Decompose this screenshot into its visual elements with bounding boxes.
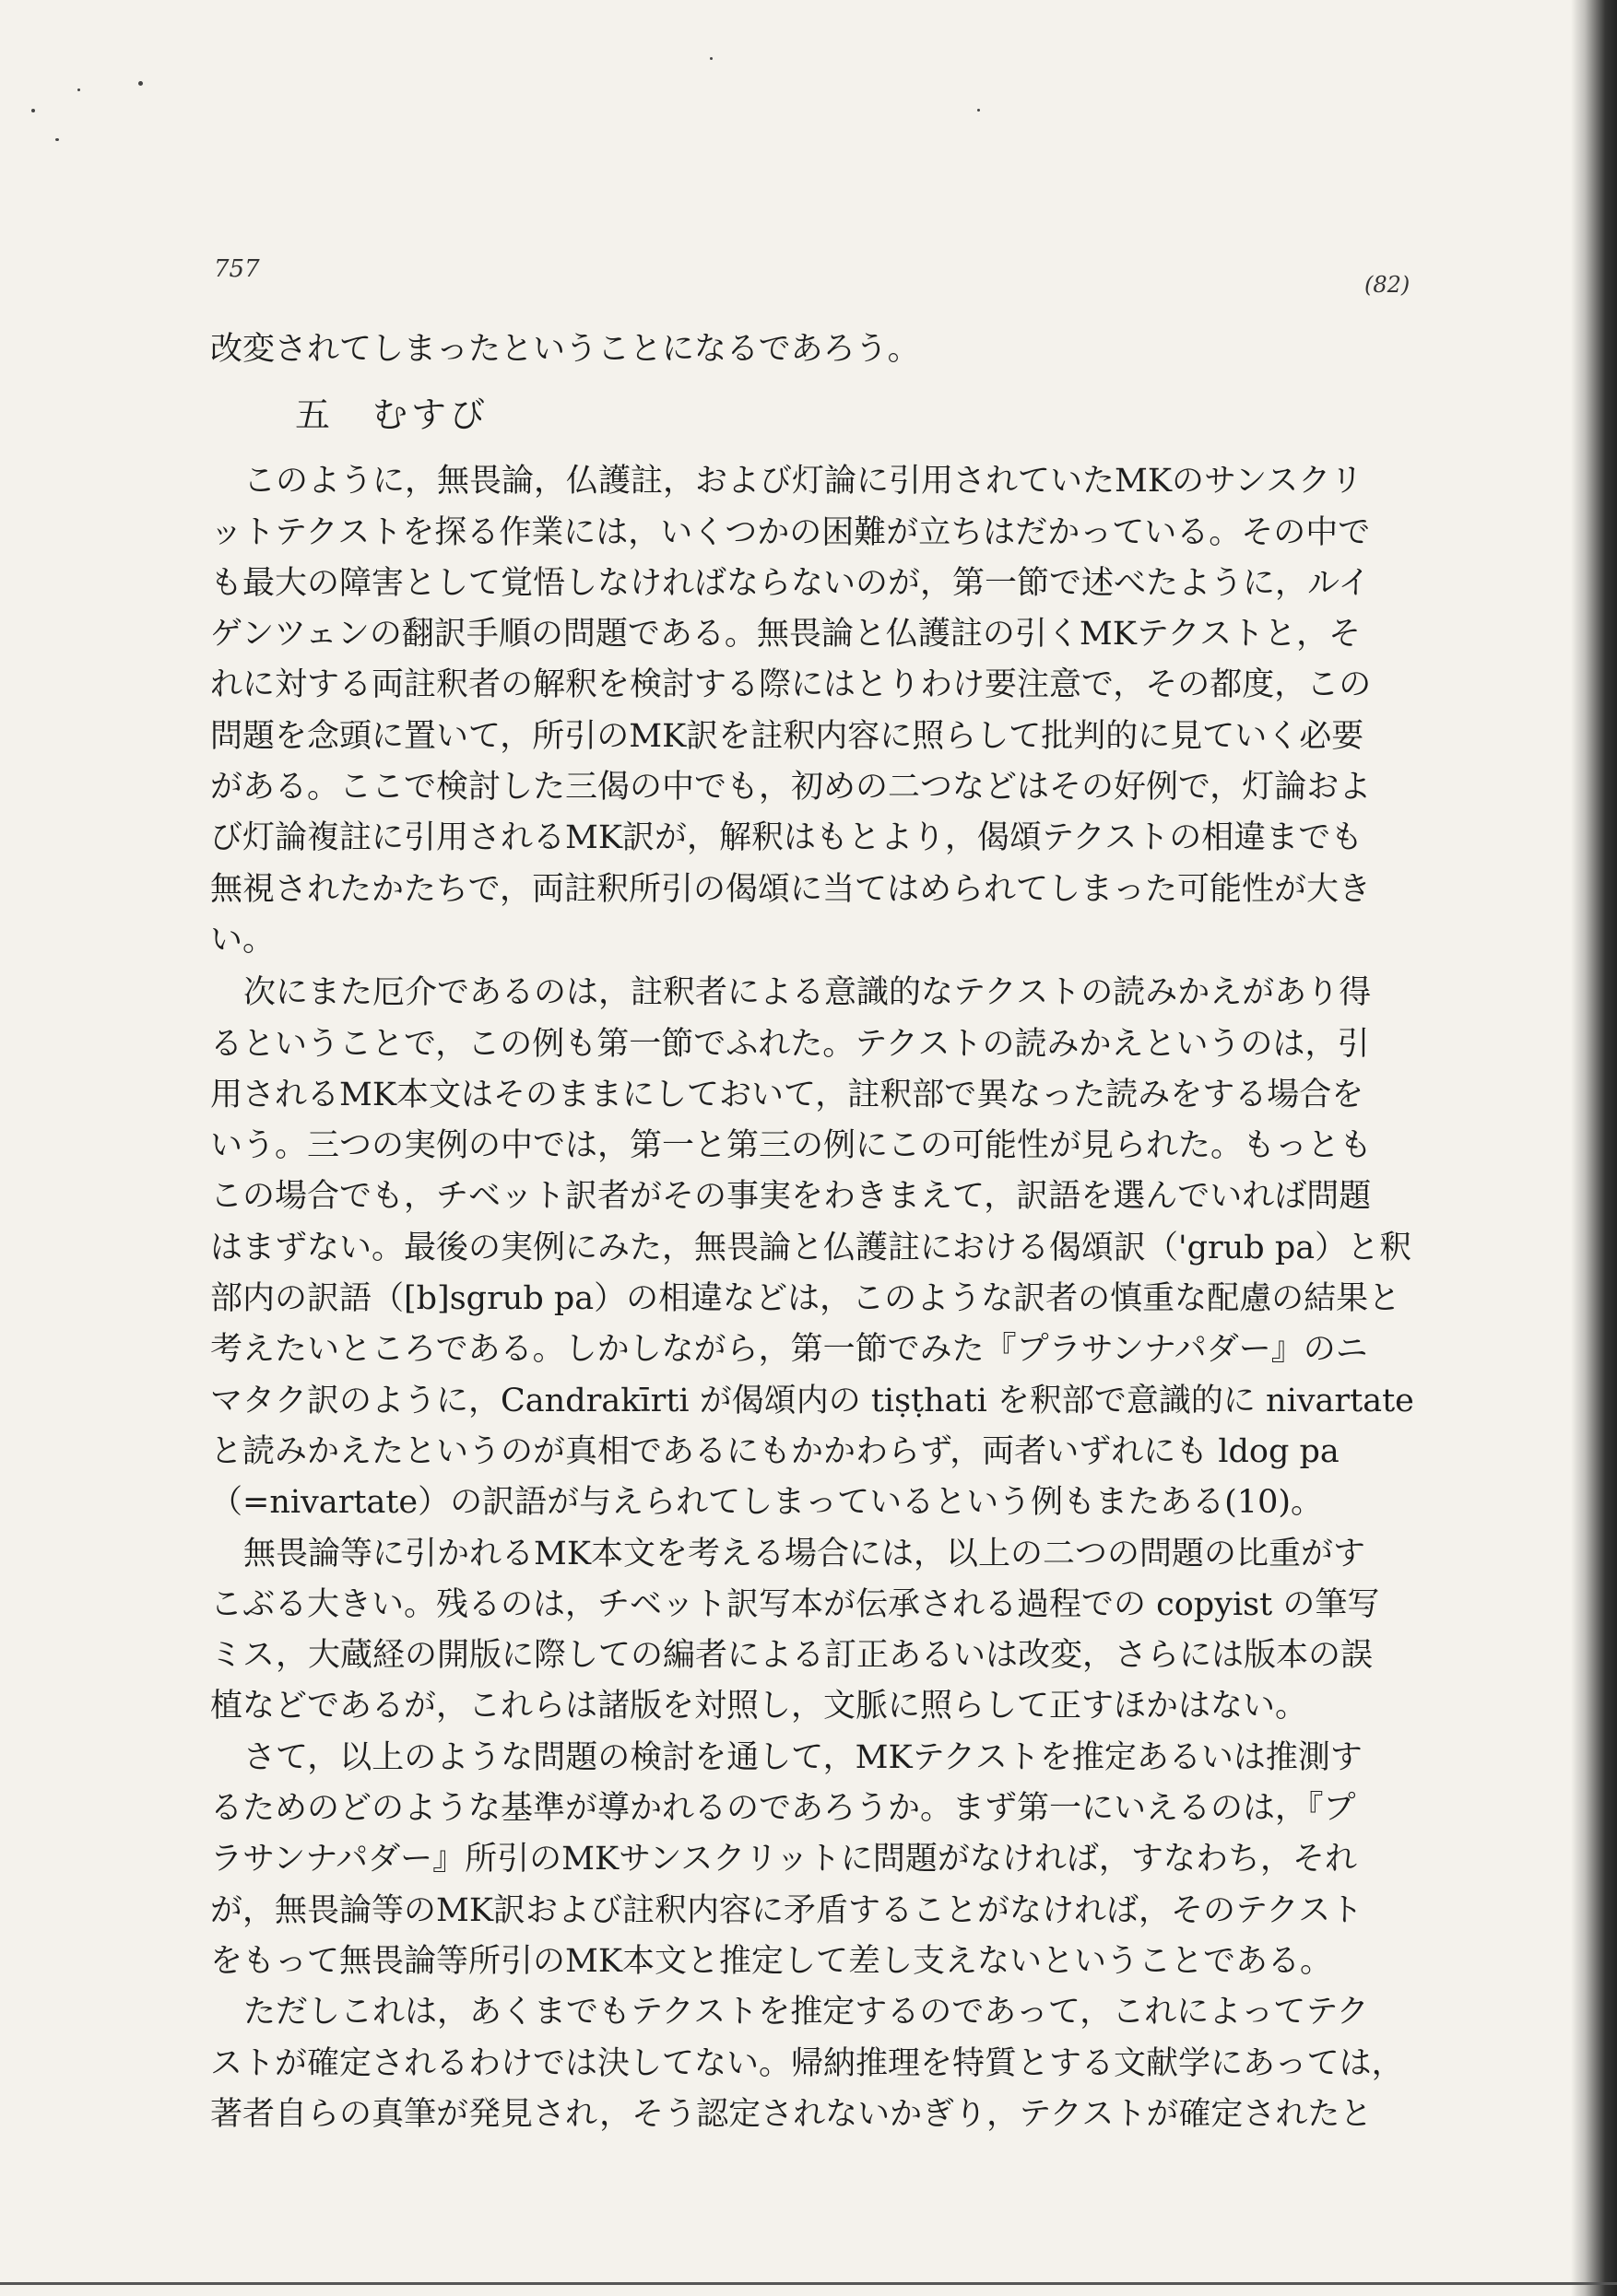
text-line: と読みかえたというのが真相であるにもかかわらず，両者いずれにも ldog pa	[210, 1432, 1340, 1470]
text-line: こぶる大きい。残るのは，チベット訳写本が伝承される過程での copyist の筆写	[210, 1585, 1380, 1623]
text-line: 次にまた厄介であるのは，註釈者による意識的なテクストの読みかえがあり得	[243, 974, 1372, 1012]
text-line: い。	[210, 921, 276, 959]
text-line: 部内の訳語（[b]sgrub pa）の相違などは，このような訳者の慎重な配慮の結果と	[210, 1280, 1401, 1318]
text-line: 問題を念頭に置いて，所引のMK訳を註釈内容に照らして批判的に見ていく必要	[210, 717, 1364, 755]
text-line: び灯論複註に引用されるMK訳が，解釈はもとより，偈頌テクストの相違までも	[210, 819, 1363, 857]
text-line: ゲンツェンの翻訳手順の問題である。無畏論と仏護註の引くMKテクストと，そ	[210, 616, 1362, 653]
text-line: 用されるMK本文はそのままにしておいて，註釈部で異なった読みをする場合を	[210, 1076, 1364, 1113]
text-line: このように，無畏論，仏護註，および灯論に引用されていたMKのサンスクリ	[243, 463, 1363, 500]
section-heading: 五 むすび	[295, 394, 490, 436]
body-text	[210, 324, 1438, 2140]
page-number-left: 757	[214, 255, 260, 283]
text-line: ストが確定されるわけでは決してない。帰納推理を特質とする文献学にあっては，	[210, 2044, 1404, 2082]
text-line: 改変されてしまったということになるであろう。	[210, 331, 920, 368]
scan-speck	[77, 88, 80, 91]
text-line: 考えたいところである。しかしながら，第一節でみた『プラサンナパダー』のニ	[210, 1331, 1368, 1369]
text-line: はまずない。最後の実例にみた，無畏論と仏護註における偈頌訳（'grub pa）と釈	[210, 1229, 1412, 1266]
text-line: が，無畏論等のMK訳および註釈内容に矛盾することがなければ，そのテクスト	[210, 1891, 1363, 1929]
text-line: るということで，この例も第一節でふれた。テクストの読みかえというのは，引	[210, 1025, 1370, 1063]
text-line: がある。ここで検討した三偈の中でも，初めの二つなどはその好例で，灯論およ	[210, 769, 1372, 807]
text-line: ラサンナパダー』所引のMKサンスクリットに問題がなければ，すなわち，それ	[210, 1841, 1357, 1878]
scan-speck	[55, 138, 59, 141]
scan-speck	[977, 109, 980, 112]
bottom-rule	[0, 2282, 1617, 2285]
text-line: マタク訳のように，Candrakīrti が偈頌内の tiṣṭhati を釈部で意識的に nivartate	[210, 1382, 1414, 1419]
scan-shadow-edge	[1571, 0, 1617, 2296]
text-line: 無畏論等に引かれるMK本文を考える場合には，以上の二つの問題の比重がす	[243, 1535, 1365, 1572]
text-line: さて，以上のような問題の検討を通して，MKテクストを推定あるいは推測す	[243, 1738, 1363, 1776]
text-line: るためのどのような基準が導かれるのであろうか。まず第一にいえるのは，『プ	[210, 1790, 1356, 1828]
text-line: をもって無畏論等所引のMK本文と推定して差し支えないということである。	[210, 1942, 1332, 1980]
scan-speck	[710, 57, 713, 60]
scan-speck	[31, 109, 35, 112]
text-line: （=nivartate）の訳語が与えられてしまっているという例もまたある(10)。	[210, 1484, 1323, 1522]
text-line: ミス，大蔵経の開版に際しての編者による訂正あるいは改変，さらには版本の誤	[210, 1637, 1374, 1675]
text-line: 無視されたかたちで，両註釈所引の偈頌に当てはめられてしまった可能性が大き	[210, 870, 1371, 908]
text-line: ただしこれは，あくまでもテクストを推定するのであって，これによってテク	[243, 1994, 1369, 2031]
text-line: ットテクストを探る作業には，いくつかの困難が立ちはだかっている。その中で	[210, 513, 1371, 551]
scan-speck	[138, 81, 143, 86]
text-line: いう。三つの実例の中では，第一と第三の例にこの可能性が見られた。もっとも	[210, 1127, 1373, 1165]
text-line: れに対する両註釈者の解釈を検討する際にはとりわけ要注意で，その都度，この	[210, 666, 1372, 704]
text-line: 著者自らの真筆が発見され，そう認定されないかぎり，テクストが確定されたと	[210, 2095, 1373, 2133]
page-number-right: (82)	[1364, 272, 1410, 298]
text-line: も最大の障害として覚悟しなければならないのが，第一節で述べたように，ルイ	[210, 564, 1371, 602]
text-line: 植などであるが，これらは諸版を対照し，文脈に照らして正すほかはない。	[210, 1688, 1308, 1725]
text-line: この場合でも，チベット訳者がその事実をわきまえて，訳語を選んでいれば問題	[210, 1178, 1372, 1216]
